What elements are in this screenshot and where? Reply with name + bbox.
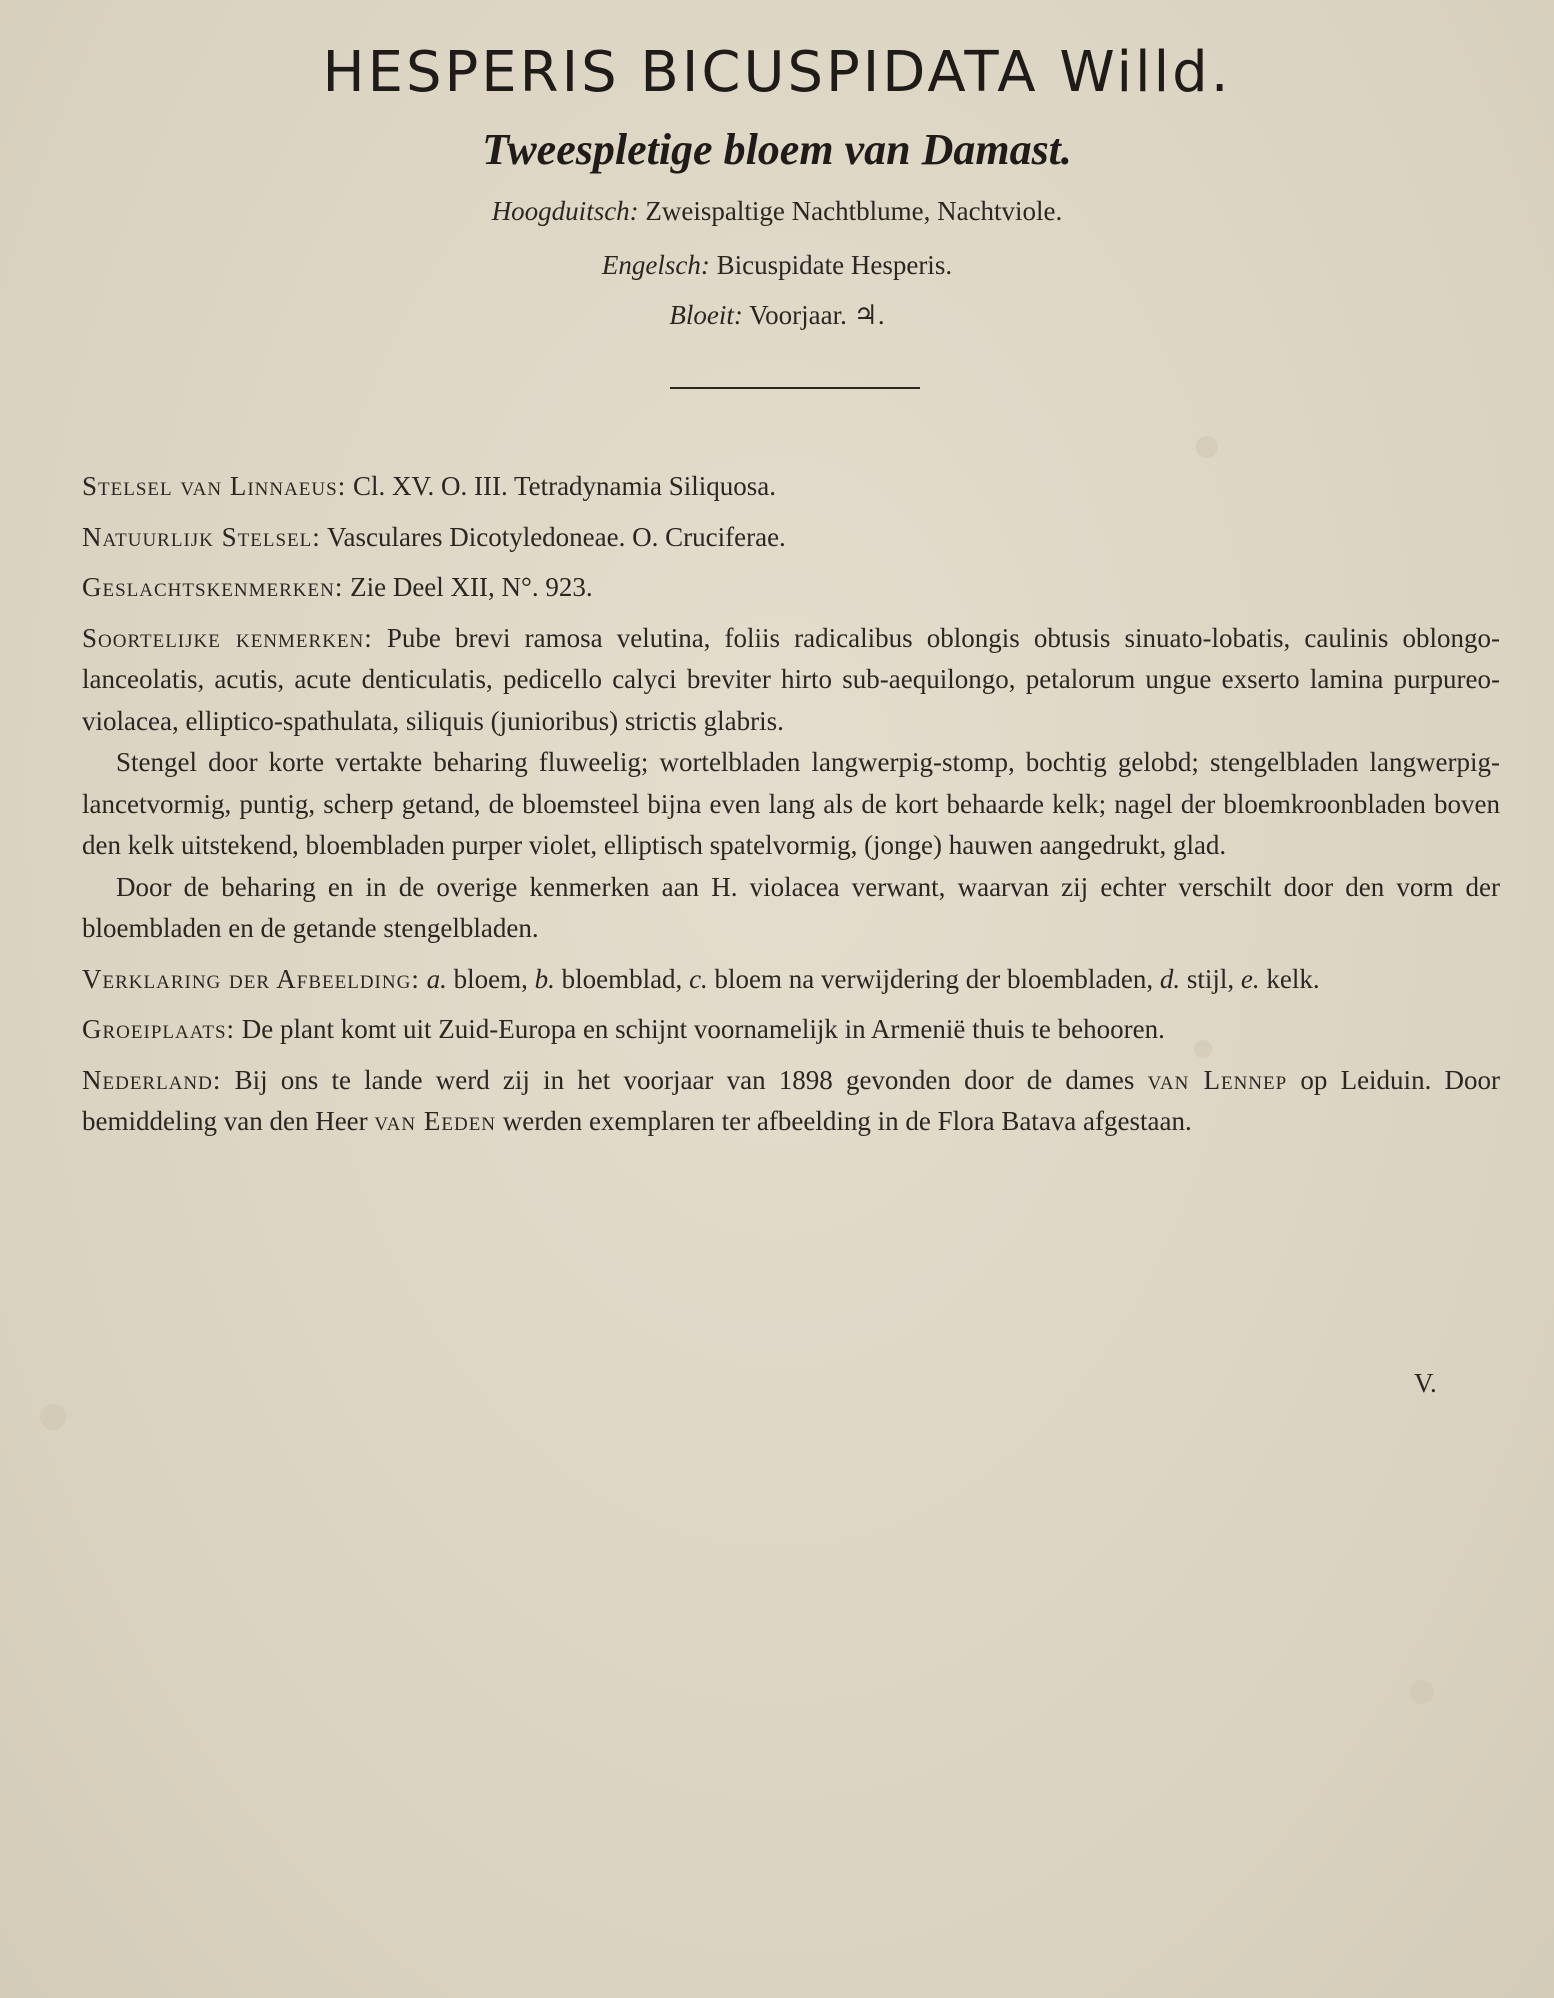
- paper-stain: [1410, 1680, 1434, 1704]
- netherlands-text-2: op Leiduin. Door bemiddeling van den Heer: [82, 1064, 1500, 1136]
- comparison-paragraph: Door de beharing en in de overige kenmerken aan H. violacea verwant, waarvan zij echter verschilt door den vorm der bloembladen en de getande stengelbladen.: [82, 871, 1500, 943]
- species-title: HESPERIS BICUSPIDATA Willd.: [322, 40, 1232, 105]
- bloom-line: [0, 300, 1554, 331]
- dutch-common-name: Tweespletige bloem van Damast.: [482, 125, 1072, 174]
- figure-e-letter: e.: [1240, 963, 1260, 994]
- bloom-value: Voorjaar. ♃.: [749, 300, 885, 330]
- figure-b-letter: b.: [534, 963, 555, 994]
- german-value: Zweispaltige Nachtblume, Nachtviole.: [645, 196, 1063, 226]
- linnaeus-text: Cl. XV. O. III. Tetradynamia Siliquosa.: [346, 471, 777, 501]
- netherlands-name-2: van Eeden: [374, 1106, 497, 1136]
- figure-d-letter: d.: [1159, 963, 1181, 994]
- netherlands-label: Nederland:: [82, 1064, 222, 1095]
- natural-system-text: Vasculares Dicotyledoneae. O. Cruciferae.: [320, 521, 786, 552]
- figure-c-text: bloem na verwijdering der bloembladen,: [707, 963, 1160, 994]
- linnaeus-label: Stelsel van Linnaeus:: [82, 471, 347, 501]
- figure-explanation-paragraph: [82, 959, 1500, 1001]
- genus-text: Zie Deel XII, N°. 923.: [343, 572, 593, 602]
- habitat-paragraph: [82, 1009, 1500, 1051]
- habitat-text: De plant komt uit Zuid-Europa en schijnt voornamelijk in Armenië thuis te behooren.: [235, 1014, 1165, 1044]
- author-signature: V.: [1414, 1368, 1437, 1398]
- natural-system-paragraph: [82, 517, 1500, 559]
- genus-label: Geslachtskenmerken:: [82, 572, 344, 602]
- dutch-description-paragraph: Stengel door korte vertakte beharing fluweelig; wortelbladen langwerpig-stomp, bochtig gelobd; stengelbladen langwerpig-lancetvormig, puntig, scherp getand, de bloemsteel bijna even lang als de kort behaarde kelk; nagel der bloemkroonbladen boven den kelk uitstekend, bloembladen purper violet, elliptisch spatelvormig, (jonge) hauwen aangedrukt, glad.: [82, 747, 1500, 860]
- figure-b-text: bloemblad,: [554, 963, 690, 994]
- paper-stain: [40, 1404, 66, 1430]
- habitat-label: Groeiplaats:: [82, 1014, 236, 1044]
- english-label: Engelsch:: [601, 250, 710, 280]
- german-label: Hoogduitsch:: [491, 196, 639, 226]
- figure-d-text: stijl,: [1180, 963, 1241, 994]
- netherlands-text-1: Bij ons te lande werd zij in het voorjaar van 1898 gevonden door de dames: [221, 1064, 1148, 1095]
- english-value: Bicuspidate Hesperis.: [716, 250, 953, 280]
- netherlands-text-3: werden exemplaren ter afbeelding in de Flora Batava afgestaan.: [496, 1106, 1192, 1136]
- species-text: Pube brevi ramosa velutina, foliis radicalibus oblongis obtusis sinuato-lobatis, caulinis oblongo-lanceolatis, acutis, acute denticulatis, pedicello calyci breviter hirto sub-aequilongo, petalorum ungue exserto lamina purpureo-violacea, elliptico-spathulata, siliquis (junioribus) strictis glabris.: [82, 622, 1500, 736]
- figure-label: Verklaring der Afbeelding:: [82, 963, 420, 994]
- german-name-line: [0, 196, 1554, 227]
- divider-rule: [670, 387, 920, 389]
- natural-system-label: Natuurlijk Stelsel:: [82, 521, 321, 552]
- paper-stain: [1194, 1040, 1212, 1058]
- genus-paragraph: [82, 567, 1500, 609]
- netherlands-name-1: van Lennep: [1147, 1064, 1288, 1095]
- figure-e-text: kelk.: [1259, 963, 1320, 994]
- species-label: Soortelijke kenmerken:: [82, 622, 373, 653]
- netherlands-paragraph: [82, 1060, 1500, 1143]
- figure-c-letter: c.: [689, 963, 708, 994]
- species-paragraph: [82, 618, 1500, 743]
- description-body: [82, 466, 1500, 1143]
- figure-a-text: bloem,: [446, 963, 535, 994]
- paper-stain: [1196, 436, 1218, 458]
- bloom-label: Bloeit:: [669, 300, 743, 330]
- linnaeus-paragraph: [82, 466, 1500, 508]
- english-name-line: [0, 250, 1554, 281]
- figure-a-letter: a.: [426, 963, 447, 994]
